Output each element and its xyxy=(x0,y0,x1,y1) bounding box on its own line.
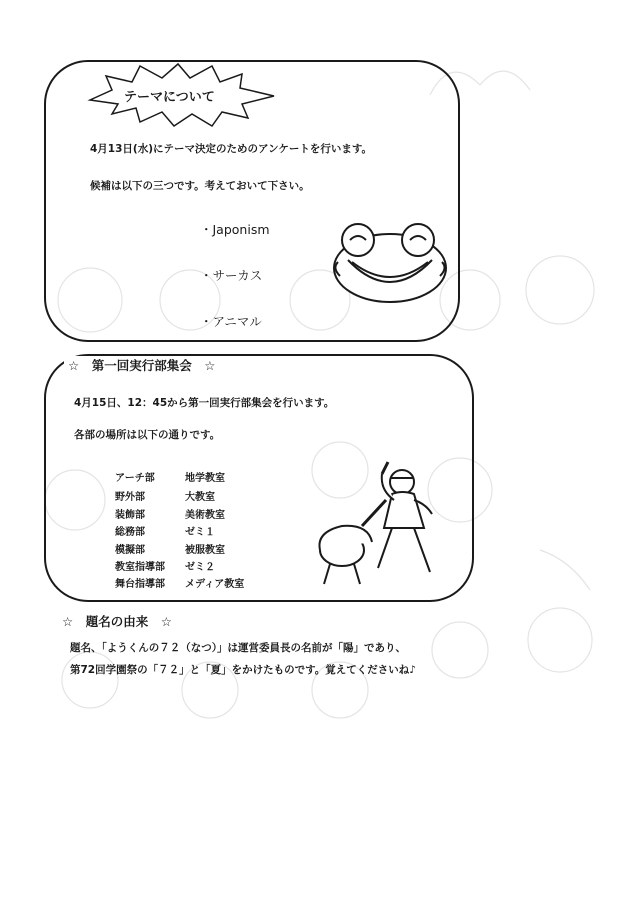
department-place: ゼミ１ xyxy=(185,527,215,538)
frog-illustration xyxy=(330,216,450,306)
department-name: 野外部 xyxy=(115,492,145,503)
meeting-line-1: 4月15日、12：45から第一回実行部集会を行います。 xyxy=(74,397,335,409)
department-place: ゼミ２ xyxy=(185,562,215,573)
theme-title: テーマについて xyxy=(124,90,215,105)
department-name: 舞台指導部 xyxy=(115,579,165,590)
department-place: 美術教室 xyxy=(185,510,225,521)
department-name: 教室指導部 xyxy=(115,562,165,573)
origin-title: ☆ 題名の由来 ☆ xyxy=(62,614,172,629)
origin-line-2: 第72回学園祭の「７２」と「夏」をかけたものです。覚えてくださいね♪ xyxy=(70,664,416,676)
theme-line-1: 4月13日(水)にテーマ決定のためのアンケートを行います。 xyxy=(90,143,373,155)
department-place: 地学教室 xyxy=(185,473,225,484)
theme-option-1: ・Japonism xyxy=(200,222,270,237)
origin-line-1: 題名、「ようくんの７２（なつ）」は運営委員長の名前が「陽」であり、 xyxy=(70,642,406,654)
department-name: アーチ部 xyxy=(115,473,155,484)
department-place: 被服教室 xyxy=(185,545,225,556)
meeting-title: ☆ 第一回実行部集会 ☆ xyxy=(64,356,219,374)
theme-line-2: 候補は以下の三つです。考えておいて下さい。 xyxy=(90,180,310,192)
meeting-line-2: 各部の場所は以下の通りです。 xyxy=(74,429,221,441)
department-name: 模擬部 xyxy=(115,545,145,556)
theme-option-3: ・アニマル xyxy=(200,314,262,329)
theme-option-2: ・サーカス xyxy=(200,268,263,283)
department-place: 大教室 xyxy=(185,492,215,503)
taiko-drummer-illustration xyxy=(310,460,450,590)
department-name: 装飾部 xyxy=(115,510,145,521)
department-place: メディア教室 xyxy=(185,579,245,590)
department-name: 総務部 xyxy=(115,527,145,538)
